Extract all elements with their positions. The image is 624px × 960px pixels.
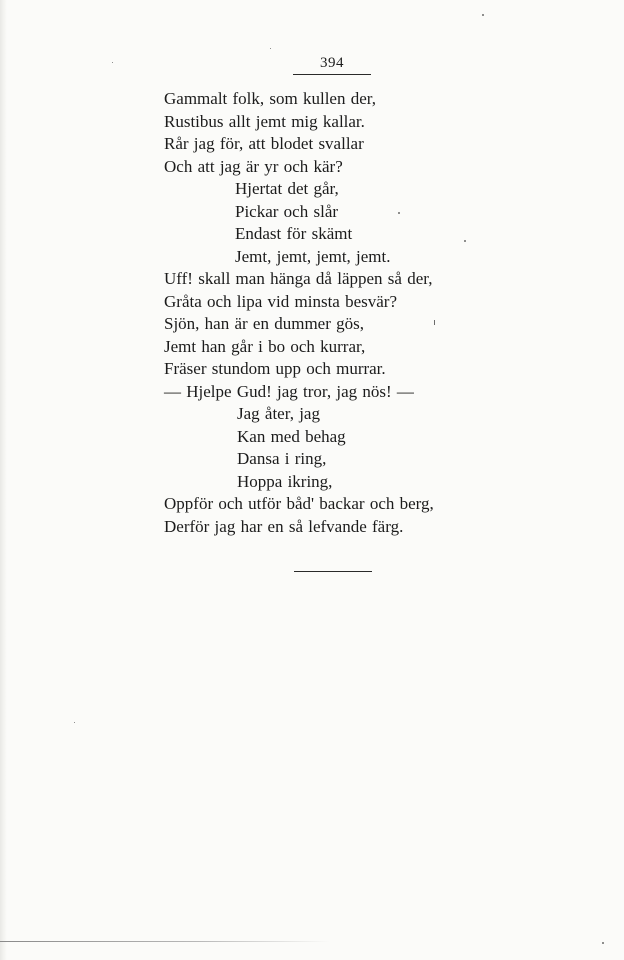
scan-speck [398,212,400,214]
verse-line-indented: Jag åter, jag [237,404,320,423]
verse-line: Jemt han går i bo och kurrar, [164,336,366,356]
verse-line: Rår jag för, att blodet svallar [164,134,364,153]
scan-speck [270,48,271,49]
verse-line: Rustibus allt jemt mig kallar. [164,111,365,131]
scan-speck [74,722,75,723]
verse-line-indented: Kan med behag [237,426,346,446]
verse-line: Gråta och lipa vid minsta besvär? [164,291,398,311]
verse-line: Gammalt folk, som kullen der, [164,89,377,108]
page-number: 394 [320,55,344,71]
verse-line: Och att jag är yr och kär? [164,156,343,176]
scan-speck [602,942,604,944]
page-number-rule [293,74,371,75]
end-rule [294,571,372,572]
verse-line: Fräser stundom upp och murrar. [164,359,386,378]
stanza-1 [164,88,432,313]
verse-line: Derför jag har en så lefvande färg. [164,516,404,536]
verse-line: Uff! skall man hänga då läppen så der, [164,269,433,288]
scan-speck [482,14,484,16]
verse-line-indented: Pickar och slår [235,201,339,221]
scan-speck [112,62,113,63]
scan-speck [464,240,466,242]
verse-line-indented: Hjertat det går, [235,179,339,198]
scan-gutter-edge [0,0,7,960]
scan-bottom-edge [0,941,330,942]
verse-line: Oppför och utför båd' backar och berg, [164,494,434,513]
verse-line-indented: Endast för skämt [235,224,353,243]
stanza-2 [164,313,434,538]
verse-line-indented: Hoppa ikring, [237,471,333,491]
scan-speck [434,320,435,325]
verse-line: Sjön, han är en dummer gös, [164,314,364,333]
verse-line-indented: Jemt, jemt, jemt, jemt. [235,246,391,266]
verse-line-indented: Dansa i ring, [237,449,327,468]
verse-line: — Hjelpe Gud! jag tror, jag nös! — [164,381,414,401]
